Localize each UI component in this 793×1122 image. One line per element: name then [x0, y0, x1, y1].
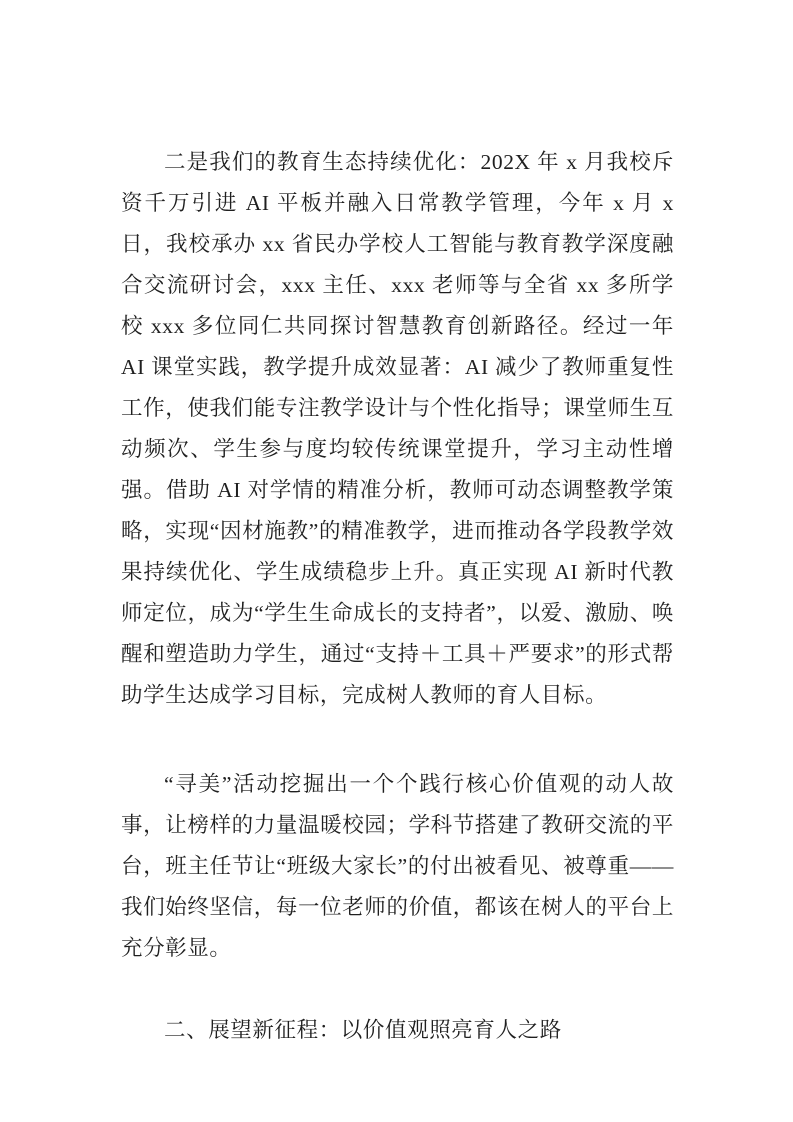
paragraph-xunmei-activities: “寻美”活动挖掘出一个个践行核心价值观的动人故事，让榜样的力量温暖校园；学科节搭建了教研交流的平台，班主任节让“班级大家长”的付出被看见、被尊重——我们始终坚信，每一位老师的价值，都该在树人的平台上充分彰显。 — [121, 772, 675, 960]
section-heading-outlook: 二、展望新征程：以价值观照亮育人之路 — [164, 1018, 562, 1042]
paragraph-education-ecosystem: 二是我们的教育生态持续优化：202X 年 x 月我校斥资千万引进 AI 平板并融入日常教学管理，今年 x 月 x 日，我校承办 xx 省民办学校人工智能与教育教学深度融合交流研讨会，xxx 主任、xxx 老师等与全省 xx 多所学校 xxx 多位同仁共同探讨智慧教育创新路径。经过一年 AI 课堂实践，教学提升成效显著：AI 减少了教师重复性工作，使我们能专注教学设计与个性化指导；课堂师生互动频次、学生参与度均较传统课堂提升，学习主动性增强。借助 AI 对学情的精准分析，教师可动态调整教学策略，实现“因材施教”的精准教学，进而推动各学段教学效果持续优化、学生成绩稳步上升。真正实现 AI 新时代教师定位，成为“学生生命成长的支持者”，以爱、激励、唤醒和塑造助力学生，通过“支持＋工具＋严要求”的形式帮助学生达成学习目标，完成树人教师的育人目标。 — [121, 150, 674, 707]
